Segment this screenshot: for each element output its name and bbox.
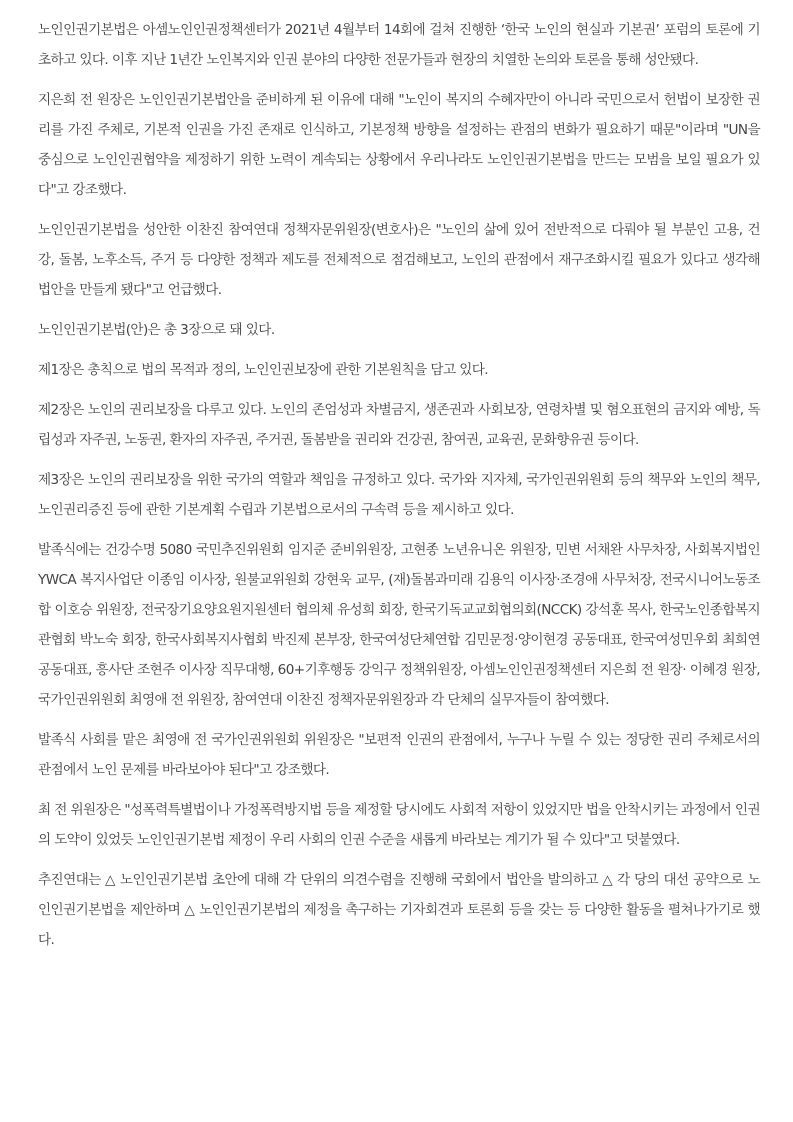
article-body: [38, 15, 760, 965]
paragraph: 발족식에는 건강수명 5080 국민추진위원회 임지준 준비위원장, 고현종 노년유니온 위원장, 민변 서채완 사무차장, 사회복지법인 YWCA 복지사업단 이종임 이사장, 원불교위원회 강현욱 교무, (재)돌봄과미래 김용익 이사장·조경애 사무처장, 전국시니어노동조합 이호승 위원장, 전국장기요양요원지원센터 협의체 유성희 회장, 한국기독교교회협의회(NCCK) 강석훈 목사, 한국노인종합복지관협회 박노숙 회장, 한국사회복지사협회 박진제 본부장, 한국여성단체연합 김민문정·양이현경 공동대표, 한국여성민우회 최희연 공동대표, 흥사단 조현주 이사장 직무대행, 60+기후행동 강익구 정책위원장, 아셈노인인권정책센터 지은희 전 원장· 이혜경 원장, 국가인권위원회 최영애 전 위원장, 참여연대 이찬진 정책자문위원장과 각 단체의 실무자들이 참여했다.: [38, 542, 760, 708]
paragraph: 제2장은 노인의 권리보장을 다루고 있다. 노인의 존엄성과 차별금지, 생존권과 사회보장, 연령차별 및 혐오표현의 금지와 예방, 독립성과 자주권, 노동권, 환자의 자주권, 주거권, 돌봄받을 권리와 건강권, 참여권, 교육권, 문화향유권 등이다.: [38, 402, 760, 448]
paragraph: 최 전 위원장은 "성폭력특별법이나 가정폭력방지법 등을 제정할 당시에도 사회적 저항이 있었지만 법을 안착시키는 과정에서 인권의 도약이 있었듯 노인인권기본법 제정이 우리 사회의 인권 수준을 새롭게 바라보는 계기가 될 수 있다"고 덧붙였다.: [38, 802, 760, 848]
paragraph: 발족식 사회를 맡은 최영애 전 국가인권위원회 위원장은 "보편적 인권의 관점에서, 누구나 누릴 수 있는 정당한 권리 주체로서의 관점에서 노인 문제를 바라보아야 된다"고 강조했다.: [38, 732, 760, 778]
paragraph: 지은희 전 원장은 노인인권기본법안을 준비하게 된 이유에 대해 "노인이 복지의 수혜자만이 아니라 국민으로서 헌법이 보장한 권리를 가진 주체로, 기본적 인권을 가진 존재로 인식하고, 기본정책 방향을 설정하는 관점의 변화가 필요하기 때문"이라며 "UN을 중심으로 노인인권협약을 제정하기 위한 노력이 계속되는 상황에서 우리나라도 노인인권기본법을 만드는 모범을 보일 필요가 있다"고 강조했다.: [38, 92, 760, 198]
paragraph: 노인인권기본법(안)은 총 3장으로 돼 있다.: [38, 322, 275, 338]
paragraph: 제3장은 노인의 권리보장을 위한 국가의 역할과 책임을 규정하고 있다. 국가와 지자체, 국가인권위원회 등의 책무와 노인의 책무, 노인권리증진 등에 관한 기본계획 수립과 기본법으로서의 구속력 등을 제시하고 있다.: [38, 472, 760, 518]
paragraph: 추진연대는 △ 노인인권기본법 초안에 대해 각 단위의 의견수렴을 진행해 국회에서 법안을 발의하고 △ 각 당의 대선 공약으로 노인인권기본법을 제안하며 △ 노인인권기본법의 제정을 촉구하는 기자회견과 토론회 등을 갖는 등 다양한 활동을 펼쳐나가기로 했다.: [38, 872, 760, 948]
paragraph: 노인인권기본법은 아셈노인인권정책센터가 2021년 4월부터 14회에 걸쳐 진행한 ‘한국 노인의 현실과 기본권’ 포럼의 토론에 기초하고 있다. 이후 지난 1년간 노인복지와 인권 분야의 다양한 전문가들과 현장의 치열한 논의와 토론을 통해 성안됐다.: [38, 22, 760, 68]
paragraph: 제1장은 총칙으로 법의 목적과 정의, 노인인권보장에 관한 기본원칙을 담고 있다.: [38, 362, 488, 378]
paragraph: 노인인권기본법을 성안한 이찬진 참여연대 정책자문위원장(변호사)은 "노인의 삶에 있어 전반적으로 다뤄야 될 부분인 고용, 건강, 돌봄, 노후소득, 주거 등 다양한 정책과 제도를 전체적으로 점검해보고, 노인의 관점에서 재구조화시킬 필요가 있다고 생각해 법안을 만들게 됐다"고 언급했다.: [38, 222, 760, 298]
